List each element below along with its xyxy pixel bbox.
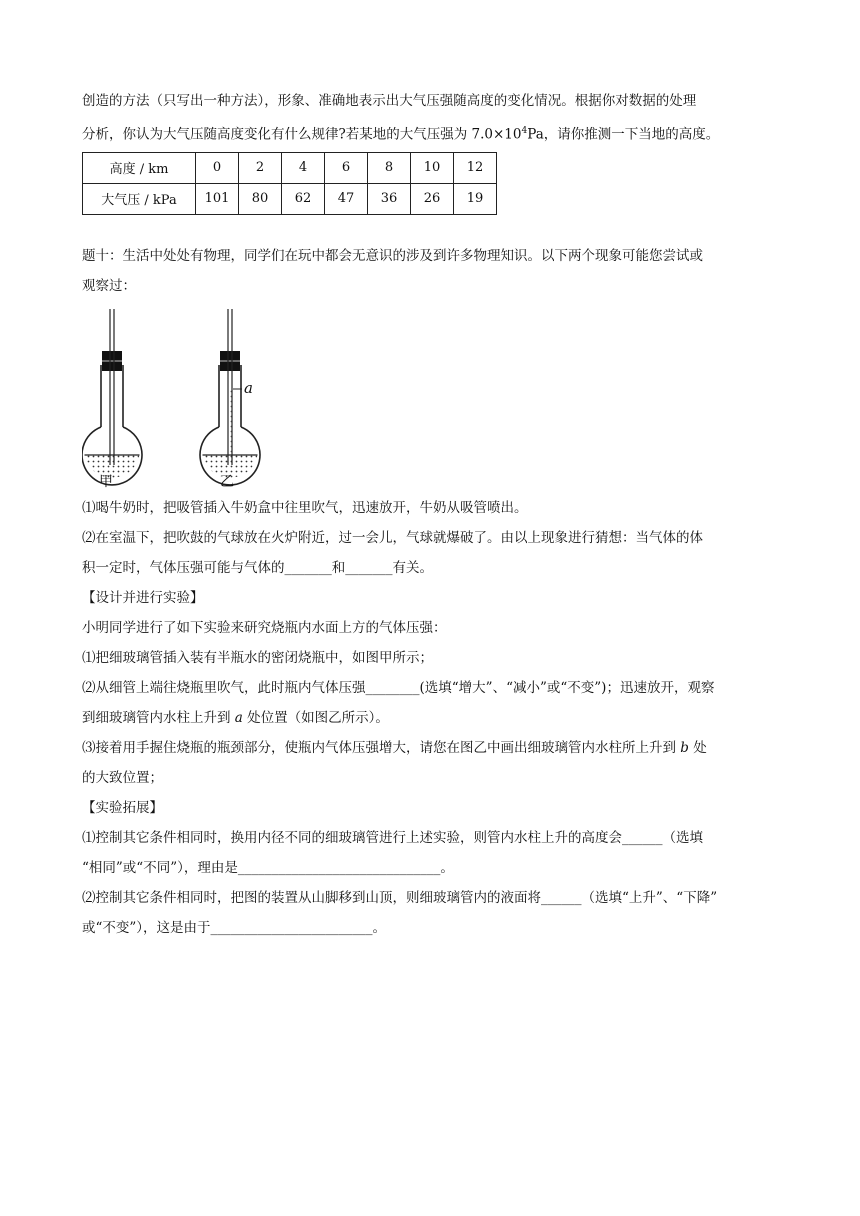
table-cell: 2 [239,152,282,183]
variable-b: b [680,739,689,756]
design-step-3-line-1 [82,733,782,763]
extension-1-line-1: ⑴控制其它条件相同时，换用内径不同的细玻璃管进行上述实验，则管内水柱上升的高度会______（选填 [82,829,703,846]
design-intro: 小明同学进行了如下实验来研究烧瓶内水面上方的气体压强： [82,619,447,636]
figure-label-yi: 乙 [220,473,234,490]
figure-label-a: a [244,378,253,397]
altitude-pressure-table [82,152,497,215]
extension-1-line-2: “相同”或“不同”），理由是______________________________。 [82,859,454,876]
table-cell: 80 [239,183,282,214]
flask-jia [82,309,142,493]
table-cell: 19 [454,183,497,214]
variable-a: a [234,709,243,726]
table-cell: 26 [411,183,454,214]
flask-figure [82,305,282,493]
extension-heading: 【实验拓展】 [82,799,163,816]
table-cell: 101 [196,183,239,214]
intro-line-2-post: Pa，请你推测一下当地的高度。 [527,126,720,143]
flask-diagram [82,305,282,493]
question-10-line-1: 题十：生活中处处有物理，同学们在玩中都会无意识的涉及到许多物理知识。以下两个现象可能您尝试或 [82,247,703,264]
design-step-2-line-1: ⑵从细管上端往烧瓶里吹气，此时瓶内气体压强________(选填“增大”、“减小”或“不变”)；迅速放开，观察 [82,679,715,696]
extension-2-line-1: ⑵控制其它条件相同时，把图的装置从山脚移到山顶，则细玻璃管内的液面将______（选填“上升”、“下降” [82,889,718,906]
extension-2-line-2: 或“不变”），这是由于________________________。 [82,919,387,936]
design-step-3-pre: ⑶接着用手握住烧瓶的瓶颈部分，使瓶内气体压强增大，请您在图乙中画出细玻璃管内水柱所上升到 [82,739,681,756]
intro-line-1: 创造的方法（只写出一种方法），形象、准确地表示出大气压强随高度的变化情况。根据你对数据的处理 [82,93,697,109]
table-cell: 6 [325,152,368,183]
design-step-1: ⑴把细玻璃管插入装有半瓶水的密闭烧瓶中，如图甲所示； [82,649,433,666]
design-step-2-pre: 到细玻璃管内水柱上升到 [82,709,235,726]
table-cell: 12 [454,152,497,183]
table-row-altitude [83,152,497,183]
table-cell: 10 [411,152,454,183]
document-page [82,86,782,943]
phenomenon-1: ⑴喝牛奶时，把吸管插入牛奶盒中往里吹气，迅速放开，牛奶从吸管喷出。 [82,499,528,516]
design-step-3-post: 处 [688,739,707,756]
table-header-altitude: 高度 / km [83,152,196,183]
table-header-pressure: 大气压 / kPa [83,183,196,214]
design-step-2-post: 处位置（如图乙所示）。 [242,709,389,726]
table-cell: 36 [368,183,411,214]
phenomenon-2-line-1: ⑵在室温下，把吹鼓的气球放在火炉附近，过一会儿，气球就爆破了。由以上现象进行猜想：当气体的体 [82,529,703,546]
table-row-pressure [83,183,497,214]
table-cell: 4 [282,152,325,183]
intro-line-2-pre: 分析，你认为大气压随高度变化有什么规律?若某地的大气压强为 7.0×10 [82,126,522,143]
intro-line-2 [82,116,782,150]
design-step-2-line-2 [82,703,782,733]
table-cell: 8 [368,152,411,183]
design-step-3-line-2: 的大致位置； [82,769,163,786]
intro-exponent: 4 [521,126,528,136]
table-cell: 0 [196,152,239,183]
phenomenon-2-line-2: 积一定时，气体压强可能与气体的_______和_______有关。 [82,559,433,576]
design-heading: 【设计并进行实验】 [82,589,204,606]
table-cell: 47 [325,183,368,214]
question-10-line-2: 观察过： [82,277,136,294]
table-cell: 62 [282,183,325,214]
figure-label-jia: 甲 [99,473,113,490]
